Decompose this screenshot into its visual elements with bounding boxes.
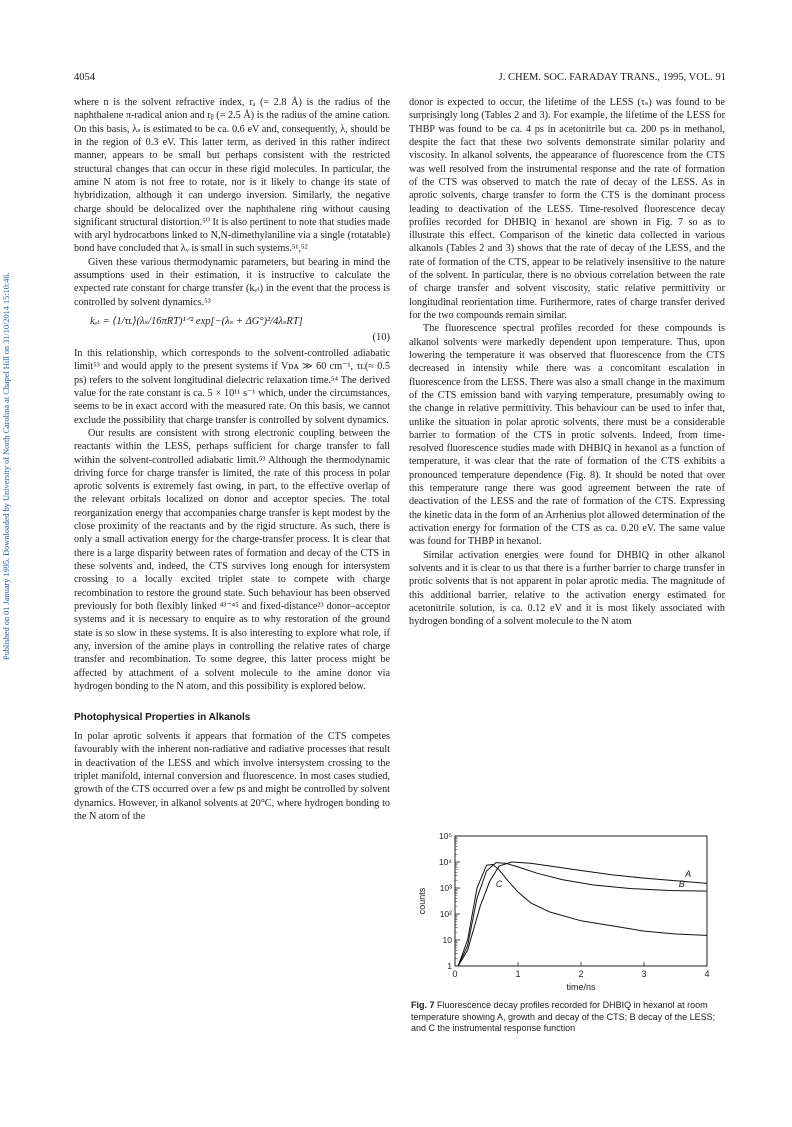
- y-tick-label: 1: [447, 961, 452, 971]
- caption-label: Fig. 7: [411, 1000, 435, 1010]
- section-heading: Photophysical Properties in Alkanols: [74, 712, 251, 724]
- paragraph: Given these various thermodynamic parameters, but bearing in mind the assumptions used in their estimation, it is instructive to calculate the expected rate constant for charge transfer (kₑₜ) in the event that the process is controlled by solvent dynamics.⁵³: [74, 256, 390, 308]
- x-tick-label: 2: [578, 969, 584, 979]
- left-column: [74, 96, 390, 823]
- y-axis-label: counts: [417, 887, 427, 915]
- series-line-A: [458, 862, 707, 966]
- equation-formula: kₑₜ = ⟨1/τʟ⟩(λₛ/16πRT)¹ᐟ² exp[−(λₛ + ΔG°)²/4λₛRT]: [90, 316, 303, 327]
- decay-profile-plot: [409, 830, 725, 1000]
- plot-frame: [455, 836, 707, 966]
- series-label-A: A: [685, 868, 692, 879]
- paragraph: Similar activation energies were found for DHBIQ in other alkanol solvents and it is clear to us that there is a further barrier to charge transfer in protic solvents that is not apparent in polar aprotic media. The magnitude of this additional barrier, relative to the activation energy estimated for acetonitrile solution, is ca. 0.12 eV and it is most likely associated with hydrogen bonding of a solvent molecule to the N atom: [409, 549, 725, 628]
- equation-10: [74, 315, 390, 345]
- journal-header: J. CHEM. SOC. FARADAY TRANS., 1995, VOL. 91: [498, 72, 726, 83]
- y-tick-label: 10⁵: [439, 831, 452, 841]
- caption-text: Fluorescence decay profiles recorded for DHBIQ in hexanol at room temperature showing A, growth and decay of the CTS; B decay of the LESS; and C the instrumental response function: [411, 1000, 716, 1034]
- y-tick-label: 10⁴: [438, 857, 452, 867]
- paragraph: where n is the solvent refractive index, rₐ (= 2.8 Å) is the radius of the naphthalene π-radical anion and rᵦ (= 2.5 Å) is the radius of the amine cation. On this basis, λₛ is estimated to be ca. 0.6 eV and, consequently, λ, should be in the region of 0.3 eV. This latter term, as derived in this rather indirect manner, appears to be small but perhaps consistent with the restricted structural changes that can occur in these rigid molecules. In particular, the amine N atom is not free to rotate, nor is it likely to change its state of hybridization, although it can undergo inversion. Similarly, the negative charge should be delocalized over the naphthalene ring without causing significant structural distortion.⁵⁰ It is also pertinent to note that studies made with aryl hydrocarbons linked to N,N-dimethylaniline via a single (rotatable) bond have concluded that λᵥ is small in such systems.⁵¹,⁵²: [74, 97, 390, 255]
- y-tick-label: 10²: [439, 909, 452, 919]
- x-tick-label: 1: [515, 969, 521, 979]
- x-tick-label: 4: [704, 969, 710, 979]
- paragraph: In polar aprotic solvents it appears that formation of the CTS competes favourably with the inherent non-radiative and radiative processes that result in deactivation of the LESS and which involve intersystem crossing to the triplet manifold, internal conversion and fluorescence. In most cases studied, growth of the CTS occurred over a few ps and might be controlled by solvent dynamics. However, in alkanol solvents at 20°C, where hydrogen bonding to the N atom of the: [74, 731, 390, 823]
- series-label-C: C: [495, 878, 503, 889]
- paragraph: Our results are consistent with strong electronic coupling between the reactants within the LESS, perhaps sufficient for charge transfer to fall within the solvent-controlled adiabatic limit.⁵³ Although the thermodynamic driving force for charge transfer is limited, the rate of this process in polar aprotic solvents is extremely fast owing, in part, to the effective overlap of the relevant orbitals localized on donor and acceptor species. The total reorganization energy that accompanies charge transfer is kept modest by the close proximity of the reactants and by the rigid structure. As such, there is only a small activation energy for the charge-transfer process. It is clear that there is a large disparity between rates of formation and decay of the CTS in these solvents and, indeed, the CTS survives long enough for intersystem crossing to a locally excited triplet state to compete with charge recombination to restore the ground state. Such behaviour has been observed previously for both flexibly linked ⁴³⁻⁴⁵ and fixed-distance²³ donor–acceptor systems and it is necessary to enquire as to why restoration of the ground state is so slow in these systems. It is also interesting to explore what role, if any, inversion of the amine plays in controlling the relative rates of charge transfer and recombination. To some degree, this latter process might be affected by attachment of a solvent molecule to the amine donor via hydrogen bonding to the N atom, and this possibility is explored below.: [74, 427, 390, 692]
- download-notice[interactable]: [2, 190, 18, 660]
- y-tick-label: 10³: [439, 883, 452, 893]
- series-label-B: B: [678, 878, 685, 889]
- x-tick-label: 0: [452, 969, 458, 979]
- figure-caption: [411, 1000, 727, 1035]
- page-number: 4054: [74, 72, 95, 83]
- x-axis-label: time/ns: [566, 982, 596, 992]
- paragraph: The fluorescence spectral profiles recorded for these compounds is alkanol solvents were markedly dependent upon temperature. Thus, upon lowering the temperature it was observed that fluorescence from the CTS decreased in intensity while there was a concomitant escalation in fluorescence from the LESS. There was also a small change in the maximum of the CTS emission band with varying temperature, presumably owing to the change in relative permittivity. This behaviour can be used to infer that, unlike the situation in polar aprotic solvents, there must be a considerable barrier to formation of the CTS in protic solvents. Indeed, from time-resolved fluorescence studies made with DHBIQ in hexanol as a function of temperature, it was clear that the rate of formation of the CTS exhibits a pronounced temperature dependence (Fig. 8). It should be noted that over this temperature range there was good agreement between the rate of deactivation of the LESS and the rate of formation of the CTS. Expressing the kinetic data in the form of an Arrhenius plot allowed determination of the activation energy for formation of the CTS as ca. 0.20 eV. The same value was found for THBP in hexanol.: [409, 323, 725, 548]
- y-tick-label: 10: [442, 935, 452, 945]
- figure-7-chart: [409, 830, 725, 1000]
- right-column: [409, 96, 725, 629]
- equation-number: (10): [372, 332, 390, 343]
- x-tick-label: 3: [641, 969, 647, 979]
- paragraph: donor is expected to occur, the lifetime of the LESS (τₛ) was found to be surprisingly long (Tables 2 and 3). For example, the lifetime of the LESS for THBP was found to be ca. 4 ps in acetonitrile but ca. 200 ps in methanol, despite the fact that these two solvents demonstrate similar polarity and viscosity. In alkanol solvents, the appearance of fluorescence from the CTS was well resolved from the instrumental response and the rate of formation of the CTS was observed to match the rate of decay of the LESS. As in aprotic solvents, charge transfer to form the CTS is the dominant process leading to deactivation of the LESS. Time-resolved fluorescence decay profiles recorded for DHBIQ in hexanol are shown in Fig. 7 so as to illustrate this effect. Comparison of the kinetic data collected in various alkanols (Tables 2 and 3) shows that the rate of decay of the LESS, and the rate of formation of the CTS, appear to be relatively insensitive to the nature of the solvent. In particular, there is no obvious correlation between the rate of charge transfer and solvent viscosity, static relative permittivity or longitudinal reorientation time. Furthermore, rates of charge transfer derived for the two compounds remain similar.: [409, 97, 725, 321]
- download-notice-text: Published on 01 January 1995. Downloaded by University of North Carolina at Chapel Hill on 31/10/2014 15:10:46.: [2, 272, 11, 660]
- paragraph: In this relationship, which corresponds to the solvent-controlled adiabatic limit⁵³ and would apply to the present systems if Vᴅᴀ ≫ 60 cm⁻¹, τʟ(≈ 0.5 ps) refers to the solvent longitudinal dielectric relaxation time.⁵⁴ The derived value for the rate constant is ca. 5 × 10¹¹ s⁻¹ which, under the circumstances, seems to be in exact accord with the measured rate. On this basis, we cannot exclude the possibility that charge transfer is controlled by solvent dynamics.: [74, 348, 390, 426]
